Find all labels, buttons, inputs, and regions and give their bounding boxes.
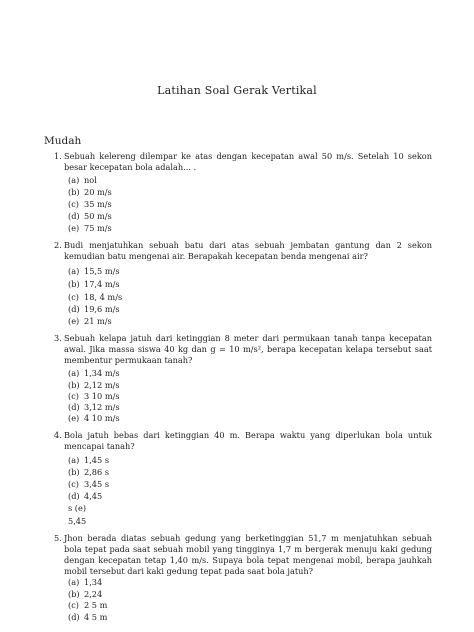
option-1e: (e) 75 m/s <box>68 223 112 233</box>
question-3 <box>54 333 432 366</box>
question-text: Jhon berada diatas sebuah gedung yang berketinggian 51,7 m menjatuhkan sebuah bola tepat pada saat sebuah mobil yang tingginya 1,7 m bergerak menuju kaki gedung dengan kecepatan tetap 1,40 m/s. Supaya bola tepat mengenai mobil, berapa jauhkah mobil tersebut dari kaki gedung tepat pada saat bola jatuh? <box>64 533 432 576</box>
question-number: 1. <box>54 151 62 161</box>
question-number: 4. <box>54 430 62 440</box>
question-5 <box>54 533 432 577</box>
option-2e: (e) 21 m/s <box>68 316 112 326</box>
option-1a: (a) nol <box>68 175 97 185</box>
option-4a: (a) 1,45 s <box>68 455 110 465</box>
question-text: Sebuah kelapa jatuh dari ketinggian 8 meter dari permukaan tanah tanpa kecepatan awal. Jika massa siswa 40 kg dan g = 10 m/s², berapa kecepatan kelapa tersebut saat membentur permukaan tanah? <box>64 333 432 365</box>
option-3d: (d) 3,12 m/s <box>68 402 120 412</box>
option-4d: (d) 4,45 <box>68 491 103 501</box>
option-5c: (c) 2 5 m <box>68 600 108 610</box>
question-text: Budi menjatuhkan sebuah batu dari atas sebuah jembatan gantung dan 2 sekon kemudian batu mengenai air. Berapakah kecepatan benda mengenai air? <box>64 240 432 261</box>
option-2d: (d) 19,6 m/s <box>68 304 120 314</box>
option-1b: (b) 20 m/s <box>68 187 112 197</box>
section-heading: Mudah <box>44 135 82 147</box>
option-3b: (b) 2,12 m/s <box>68 380 120 390</box>
question-number: 5. <box>54 533 62 543</box>
option-5a: (a) 1,34 <box>68 577 103 587</box>
option-4c: (c) 3,45 s <box>68 479 110 489</box>
question-text: Sebuah kelereng dilempar ke atas dengan kecepatan awal 50 m/s. Setelah 10 sekon besar kecepatan bola adalah... . <box>64 151 432 172</box>
option-3c: (c) 3 10 m/s <box>68 391 120 401</box>
option-3e: (e) 4 10 m/s <box>68 413 120 423</box>
option-4-extra-2: 5,45 <box>68 516 87 526</box>
option-4b: (b) 2,86 s <box>68 467 110 477</box>
question-number: 2. <box>54 240 62 250</box>
question-2 <box>54 240 432 262</box>
option-1d: (d) 50 m/s <box>68 211 112 221</box>
option-2b: (b) 17,4 m/s <box>68 279 120 289</box>
document-title: Latihan Soal Gerak Vertikal <box>157 84 317 97</box>
question-1 <box>54 151 432 173</box>
option-4-extra-1: s (e) <box>68 503 87 513</box>
option-2a: (a) 15,5 m/s <box>68 266 120 276</box>
option-3a: (a) 1,34 m/s <box>68 368 120 378</box>
question-text: Bola jatuh bebas dari ketinggian 40 m. Berapa waktu yang diperlukan bola untuk mencapai tanah? <box>64 430 432 451</box>
option-1c: (c) 35 m/s <box>68 199 112 209</box>
question-number: 3. <box>54 333 62 343</box>
option-2c: (c) 18, 4 m/s <box>68 292 123 302</box>
question-4 <box>54 430 432 452</box>
option-5b: (b) 2,24 <box>68 589 103 599</box>
option-5d: (d) 4 5 m <box>68 612 108 622</box>
